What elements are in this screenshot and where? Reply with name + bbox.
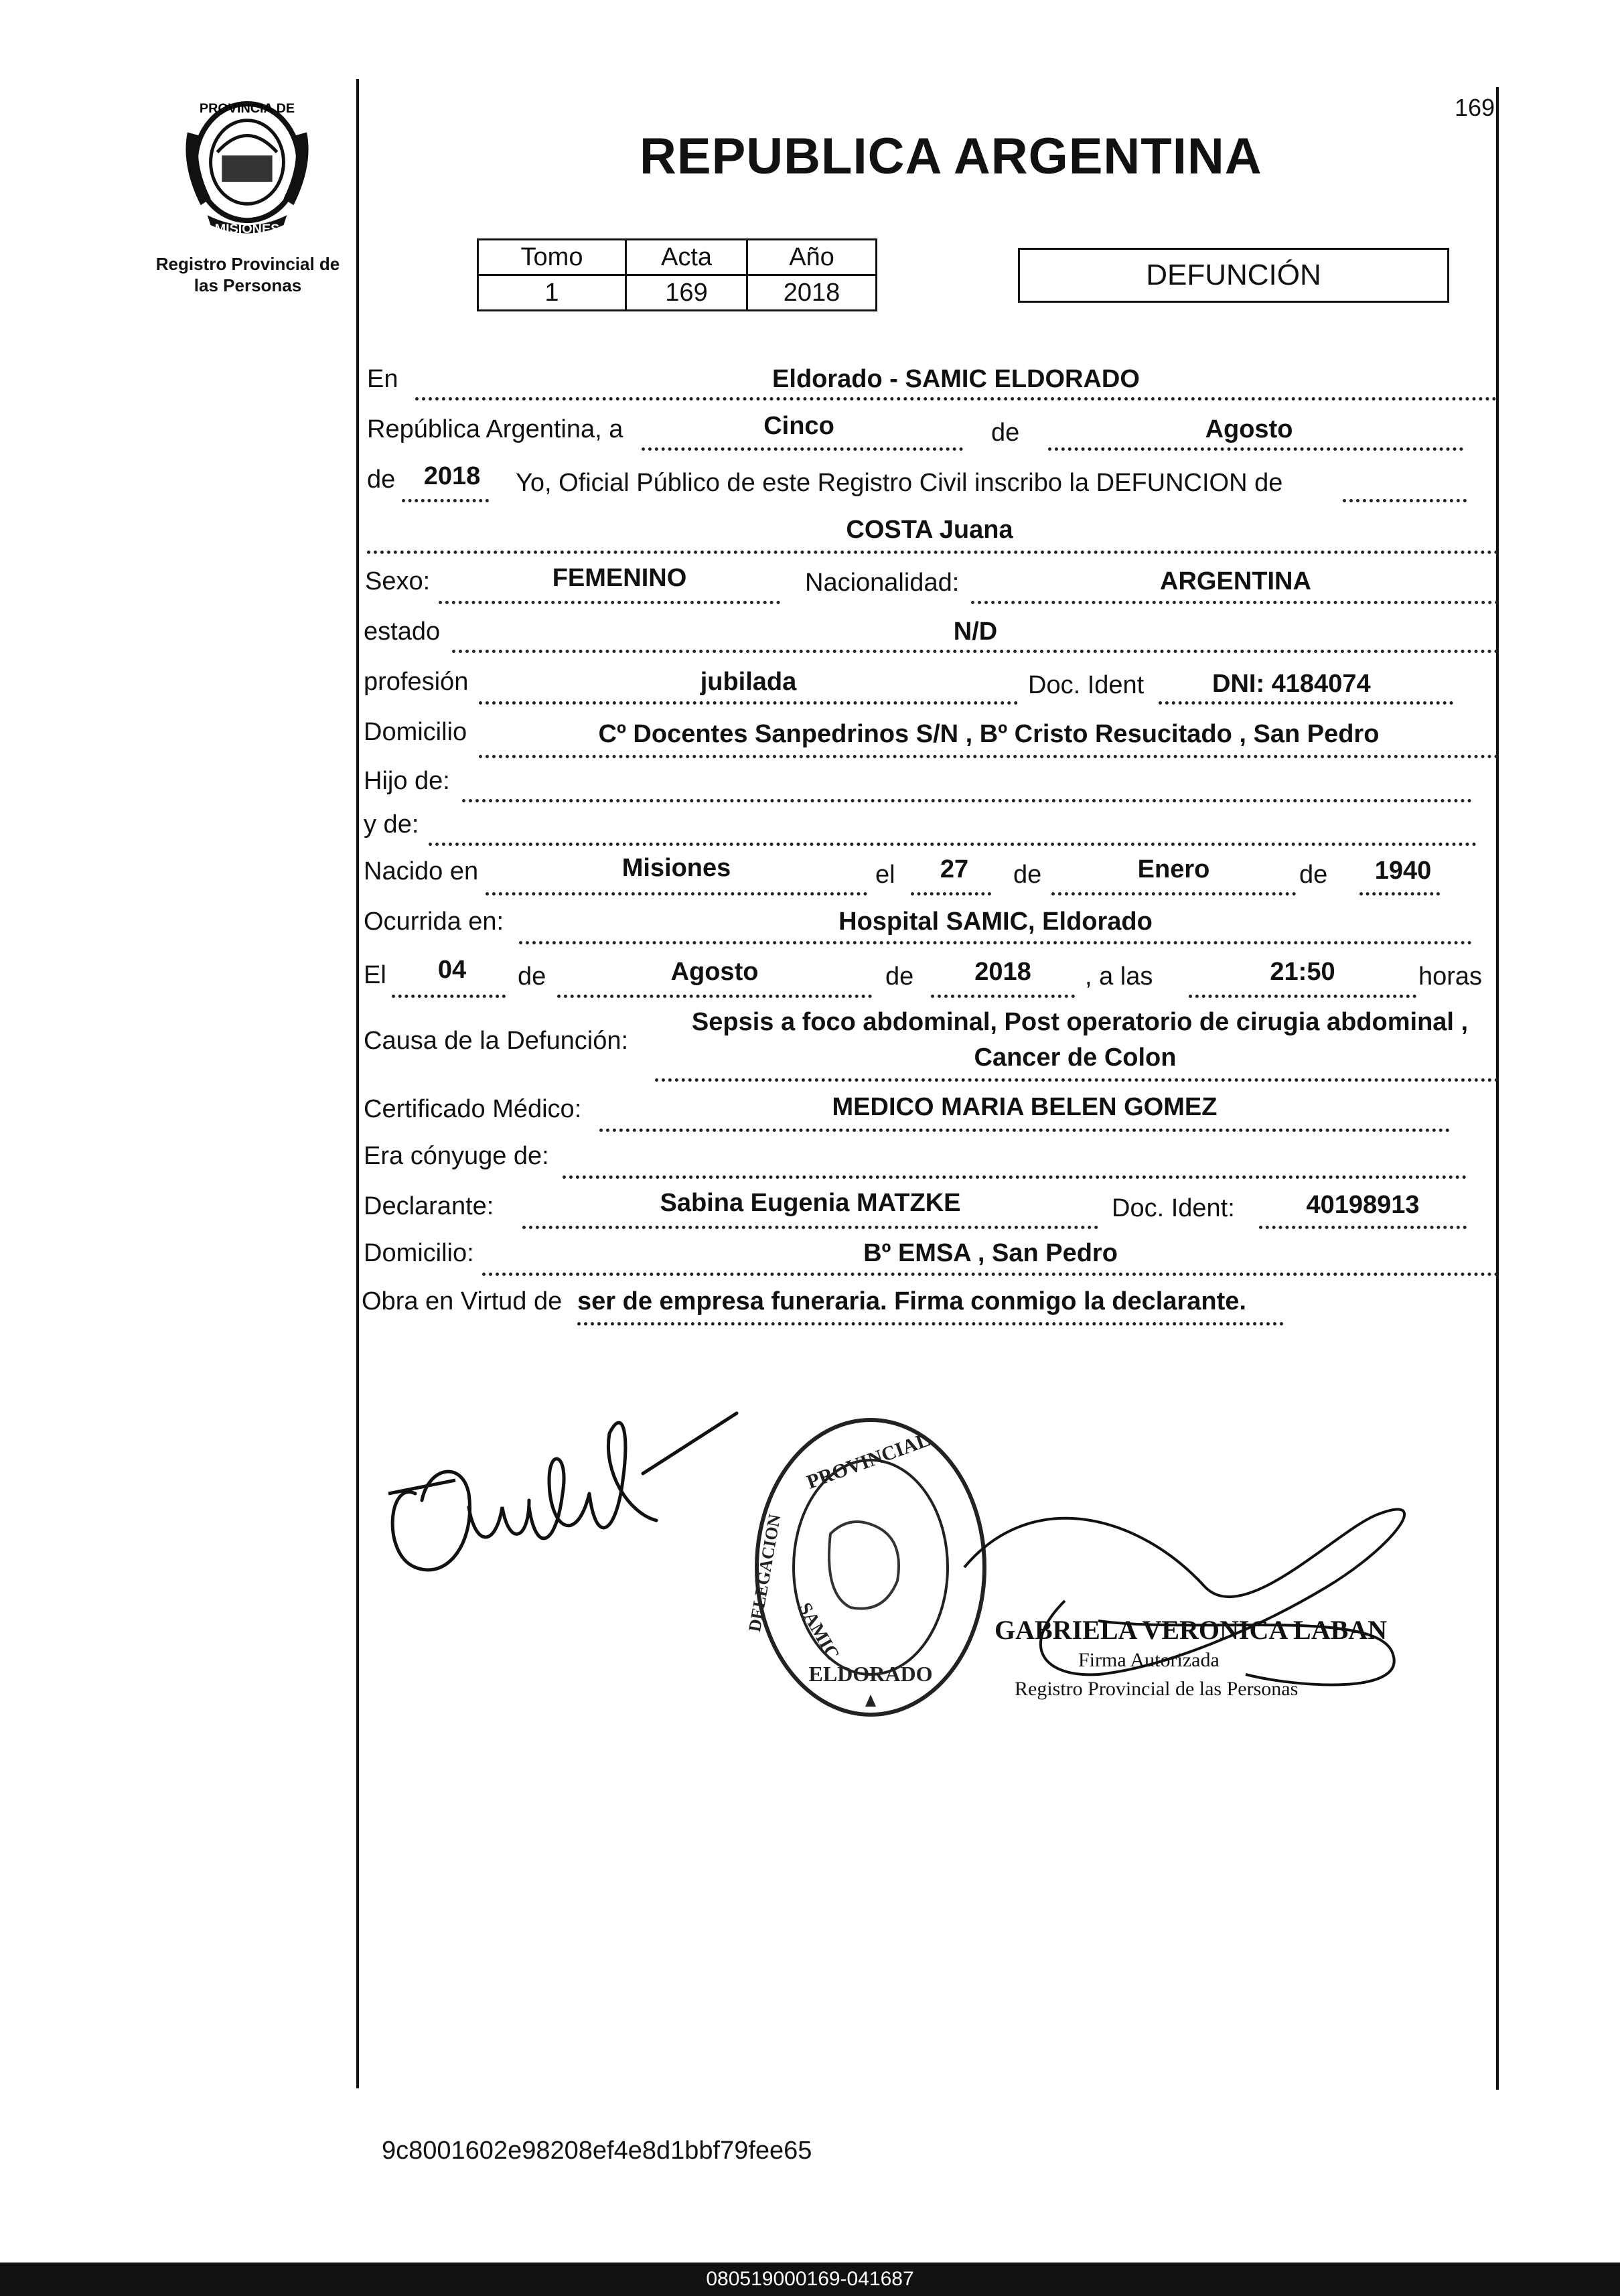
value-domicilio: Cº Docentes Sanpedrinos S/N , Bº Cristo Resucitado , San Pedro	[598, 720, 1380, 748]
dotted-line	[402, 499, 489, 502]
dotted-line	[1343, 499, 1467, 502]
row-death-date	[0, 958, 1620, 998]
value-death-month: Agosto	[670, 958, 759, 986]
label-de-death-year: de	[885, 962, 914, 991]
value-profesion: jubilada	[700, 668, 797, 696]
label-conyuge: Era cónyuge de:	[364, 1142, 549, 1170]
svg-text:PROVINCIA DE: PROVINCIA DE	[199, 100, 295, 116]
dotted-line	[429, 843, 1477, 846]
row-sexo	[0, 564, 1620, 607]
row-domicilio-declarante	[0, 1239, 1620, 1279]
page-number: 169	[1455, 94, 1495, 121]
row-nacido	[0, 854, 1620, 898]
page-title: REPUBLICA ARGENTINA	[640, 128, 1262, 185]
row-certificado	[0, 1092, 1620, 1132]
label-nacido: Nacido en	[364, 857, 479, 885]
dotted-line	[479, 701, 1018, 705]
value-doc-ident: DNI: 4184074	[1212, 670, 1371, 698]
dotted-line	[931, 995, 1075, 998]
label-el-death: El	[364, 961, 386, 989]
row-en	[0, 365, 1620, 405]
label-horas: horas	[1418, 962, 1483, 991]
row-estado	[0, 618, 1620, 658]
row-domicilio	[0, 718, 1620, 758]
value-death-year: 2018	[974, 958, 1031, 986]
dotted-line	[911, 892, 991, 895]
label-en: En	[367, 365, 398, 393]
label-causa: Causa de la Defunción:	[364, 1027, 629, 1055]
dotted-line	[557, 995, 872, 998]
official-signature-icon	[375, 1393, 730, 1594]
value-causa-line1: Sepsis a foco abdominal, Post operatorio de cirugia abdominal ,	[691, 1008, 1469, 1036]
provincia-misiones-crest-icon	[181, 92, 313, 238]
dotted-line	[479, 755, 1499, 758]
registry-label: Registro Provincial de las Personas	[155, 254, 340, 295]
value-month: Agosto	[1205, 415, 1293, 443]
value-place: Eldorado - SAMIC ELDORADO	[772, 365, 1140, 393]
row-declarante	[0, 1189, 1620, 1229]
label-domicilio: Domicilio	[364, 718, 467, 746]
svg-text:ELDORADO: ELDORADO	[808, 1662, 933, 1686]
dotted-line	[519, 941, 1472, 944]
svg-text:SAMIC: SAMIC	[794, 1599, 844, 1664]
table-header-acta: Acta	[626, 240, 747, 275]
dotted-line	[1048, 447, 1463, 451]
row-yde	[0, 810, 1620, 851]
value-declarante: Sabina Eugenia MATZKE	[660, 1189, 961, 1217]
label-domicilio-declarante: Domicilio:	[364, 1239, 474, 1267]
row-profesion	[0, 668, 1620, 708]
value-obra: ser de empresa funeraria. Firma conmigo la declarante.	[577, 1287, 1246, 1315]
dotted-line	[1051, 892, 1296, 895]
row-statement	[0, 462, 1620, 506]
value-doc-ident-declarante: 40198913	[1306, 1191, 1420, 1219]
table-value-anio: 2018	[747, 275, 877, 311]
row-date	[0, 412, 1620, 455]
row-conyuge	[0, 1142, 1620, 1182]
label-hijo: Hijo de:	[364, 767, 450, 795]
label-profesion: profesión	[364, 668, 469, 696]
value-year: 2018	[423, 462, 481, 490]
record-type-box: DEFUNCIÓN	[1018, 248, 1449, 303]
label-republica: República Argentina, a	[367, 415, 623, 443]
dotted-line	[482, 1273, 1499, 1276]
value-birth-day: 27	[940, 855, 969, 883]
value-certificado: MEDICO MARIA BELEN GOMEZ	[832, 1093, 1218, 1121]
value-deceased-name: COSTA Juana	[846, 516, 1013, 544]
label-obra: Obra en Virtud de	[362, 1287, 563, 1315]
label-de-birth-year: de	[1299, 861, 1328, 889]
value-sexo: FEMENINO	[552, 564, 687, 592]
value-birth-year: 1940	[1374, 857, 1432, 885]
row-name	[0, 516, 1620, 556]
row-hijo	[0, 767, 1620, 807]
row-causa	[0, 1008, 1620, 1088]
dotted-line	[1159, 701, 1453, 705]
table-header-tomo: Tomo	[478, 240, 626, 275]
label-de-birth-month: de	[1013, 861, 1042, 889]
svg-text:PROVINCIAL: PROVINCIAL	[804, 1428, 934, 1494]
label-a-las: , a las	[1085, 962, 1153, 991]
dotted-line	[522, 1226, 1098, 1229]
svg-text:MISIONES: MISIONES	[214, 221, 280, 236]
dotted-line	[452, 650, 1499, 653]
table-header-anio: Año	[747, 240, 877, 275]
dotted-line	[1359, 892, 1440, 895]
row-ocurrida	[0, 908, 1620, 948]
statement-text: Yo, Oficial Público de este Registro Civil inscribo la DEFUNCION de	[516, 469, 1283, 497]
dotted-line	[1259, 1226, 1467, 1229]
svg-text:DELEGACION: DELEGACION	[744, 1512, 785, 1634]
value-death-day: 04	[437, 956, 467, 984]
value-nacido: Misiones	[621, 854, 731, 882]
label-estado: estado	[364, 618, 441, 646]
table-value-tomo: 1	[478, 275, 626, 311]
label-sexo: Sexo:	[365, 567, 431, 595]
dotted-line	[599, 1129, 1450, 1132]
label-de-year: de	[367, 465, 396, 494]
dotted-line	[1189, 995, 1416, 998]
dotted-line	[392, 995, 506, 998]
row-obra	[0, 1287, 1620, 1328]
value-birth-month: Enero	[1137, 855, 1210, 883]
dotted-line	[642, 447, 963, 451]
registry-stamp-icon	[744, 1413, 991, 1721]
label-doc-ident: Doc. Ident	[1028, 671, 1145, 699]
label-ocurrida: Ocurrida en:	[364, 908, 504, 936]
footer-code: 080519000169-041687	[706, 2268, 914, 2290]
dotted-line	[486, 892, 867, 895]
table-value-acta: 169	[626, 275, 747, 311]
register-table	[477, 238, 877, 311]
signatory-title: Firma Autorizada	[1078, 1649, 1220, 1671]
signatory-name: GABRIELA VERONICA LABAN	[995, 1615, 1388, 1645]
value-ocurrida: Hospital SAMIC, Eldorado	[838, 908, 1153, 936]
dotted-line	[439, 601, 780, 604]
dotted-line	[367, 551, 1499, 554]
value-day: Cinco	[763, 412, 834, 440]
dotted-line	[415, 397, 1497, 401]
label-certificado: Certificado Médico:	[364, 1095, 582, 1123]
value-estado: N/D	[953, 618, 998, 646]
dotted-line	[577, 1322, 1284, 1325]
label-declarante: Declarante:	[364, 1192, 494, 1220]
value-death-time: 21:50	[1270, 958, 1335, 986]
label-nacionalidad: Nacionalidad:	[805, 569, 960, 597]
value-nacionalidad: ARGENTINA	[1160, 567, 1311, 595]
dotted-line	[971, 601, 1499, 604]
label-doc-ident-declarante: Doc. Ident:	[1112, 1194, 1235, 1222]
dotted-line	[462, 799, 1472, 802]
label-el: el	[875, 861, 895, 889]
dotted-line	[655, 1078, 1499, 1082]
dotted-line	[563, 1175, 1467, 1179]
signatory-office: Registro Provincial de las Personas	[1015, 1678, 1299, 1700]
footer-code-bar	[0, 2263, 1620, 2296]
value-causa-line2: Cancer de Colon	[974, 1044, 1177, 1072]
document-hash: 9c8001602e98208ef4e8d1bbf79fee65	[382, 2137, 812, 2165]
value-domicilio-declarante: Bº EMSA , San Pedro	[863, 1239, 1118, 1267]
label-de: de	[991, 419, 1020, 447]
label-de-death-month: de	[518, 962, 546, 991]
label-yde: y de:	[364, 810, 419, 839]
